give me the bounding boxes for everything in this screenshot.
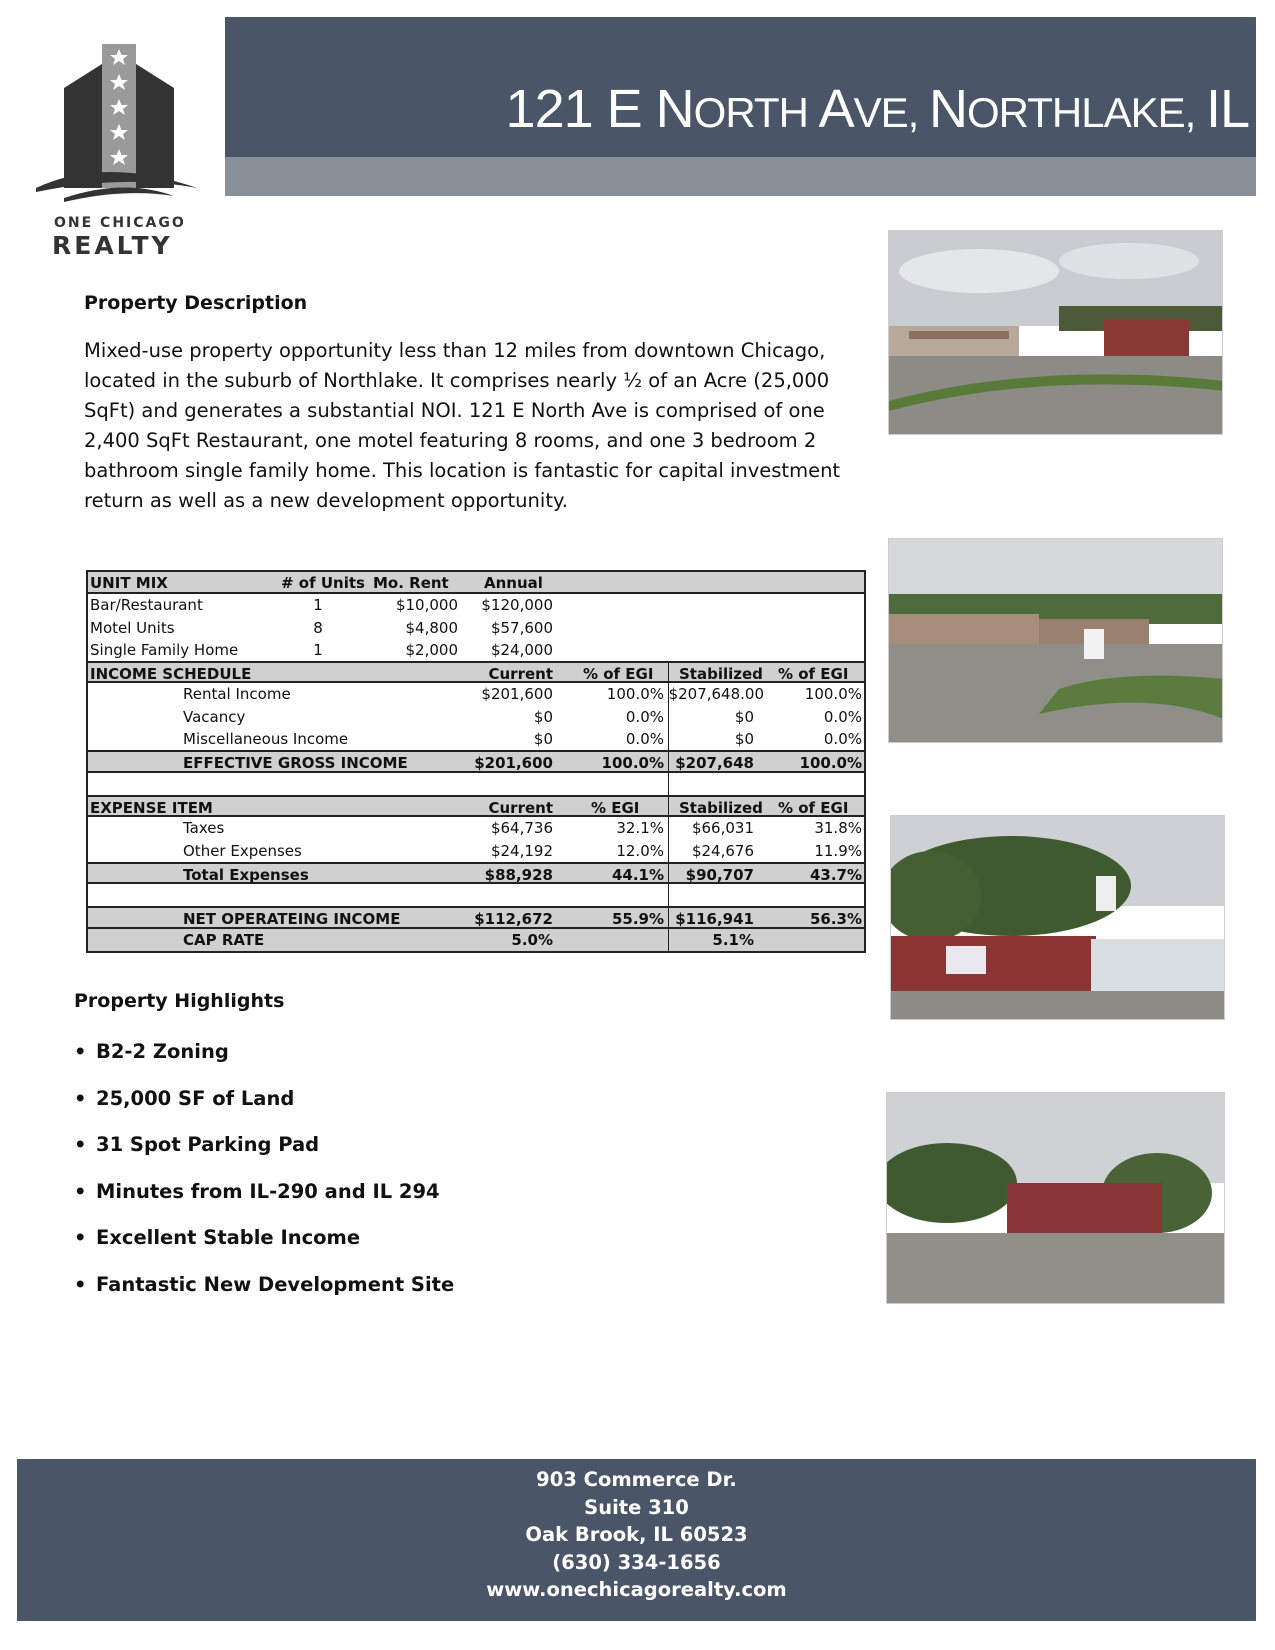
blank-row xyxy=(88,773,864,795)
financial-summary-table xyxy=(86,570,866,953)
table-row: Vacancy $0 0.0% $0 0.0% xyxy=(88,706,864,728)
effective-gross-income-row: EFFECTIVE GROSS INCOME $201,600 100.0% $207,648 100.0% xyxy=(88,750,864,772)
phone-number: (630) 334-1656 xyxy=(552,1550,721,1574)
table-row: Miscellaneous Income $0 0.0% $0 0.0% xyxy=(88,728,864,750)
property-photo-3 xyxy=(890,815,1225,1020)
expense-header-row: EXPENSE ITEM Current % EGI Stabilized % of EGI xyxy=(88,795,864,817)
bullet-icon: • xyxy=(74,1086,87,1110)
cap-rate-row: CAP RATE 5.0% 5.1% xyxy=(88,929,864,951)
blank-row xyxy=(88,884,864,906)
list-item: • Minutes from IL-290 and IL 294 xyxy=(74,1179,440,1203)
bullet-icon: • xyxy=(74,1272,87,1296)
bullet-icon: • xyxy=(74,1040,87,1063)
property-photo-2 xyxy=(888,538,1223,743)
list-item: • Excellent Stable Income xyxy=(74,1226,361,1249)
logo-line2: REALTY xyxy=(52,231,173,260)
table-row: Motel Units 8 $4,800 $57,600 xyxy=(90,618,553,637)
total-expenses-row: Total Expenses $88,928 44.1% $90,707 43.7% xyxy=(88,862,864,884)
list-item: • 31 Spot Parking Pad xyxy=(74,1133,320,1156)
bullet-icon: • xyxy=(74,1179,87,1203)
address-suite: Suite 310 xyxy=(584,1495,689,1519)
table-row: Bar/Restaurant 1 $10,000 $120,000 xyxy=(90,596,553,615)
units-column-header: # of Units xyxy=(281,574,365,592)
contact-footer xyxy=(17,1459,1256,1621)
expense-item-heading: EXPENSE ITEM xyxy=(90,798,213,817)
property-address-title: 121 E NORTH AVE, NORTHLAKE, IL xyxy=(505,79,1249,139)
logo-line1: ONE CHICAGO xyxy=(54,215,186,231)
income-schedule-heading: INCOME SCHEDULE xyxy=(90,665,252,684)
building-logo-icon xyxy=(34,38,214,208)
net-operating-income-row: NET OPERATEING INCOME $112,672 55.9% $116,941 56.3% xyxy=(88,906,864,928)
annual-column-header: Annual xyxy=(484,574,543,592)
title-underband xyxy=(225,157,1256,196)
property-highlights-heading: Property Highlights xyxy=(74,990,285,1012)
property-photo-1 xyxy=(888,230,1223,435)
list-item: • 25,000 SF of Land xyxy=(74,1086,295,1110)
unit-mix-heading: UNIT MIX xyxy=(90,574,168,592)
income-header-row: INCOME SCHEDULE Current % of EGI Stabilized % of EGI xyxy=(88,661,864,683)
table-row: Other Expenses $24,192 12.0% $24,676 11.9% xyxy=(88,840,864,862)
table-row: Single Family Home 1 $2,000 $24,000 xyxy=(90,640,553,659)
website-link[interactable]: www.onechicagorealty.com xyxy=(486,1578,787,1601)
mo-rent-column-header: Mo. Rent xyxy=(373,574,449,592)
list-item: • B2-2 Zoning xyxy=(74,1040,229,1063)
table-row: Taxes $64,736 32.1% $66,031 31.8% xyxy=(88,817,864,839)
bullet-icon: • xyxy=(74,1226,87,1249)
property-description-text: Mixed-use property opportunity less than 12 miles from downtown Chicago, located in the suburb of Northlake. It comprises nearly ½ of an Acre (25,000 SqFt) and generates a substantial NOI. 121 E North Ave is comprised of one 2,400 SqFt Restaurant, one motel featuring 8 rooms, and one 3 bedroom 2 bathroom single family home. This location is fantastic for capital investment return as well as a new development opportunity. xyxy=(84,339,841,512)
list-item: • Fantastic New Development Site xyxy=(74,1272,455,1296)
bullet-icon: • xyxy=(74,1133,87,1156)
property-photo-4 xyxy=(886,1092,1225,1304)
unit-mix-header-row xyxy=(88,572,864,594)
property-description-heading: Property Description xyxy=(84,292,308,314)
address-city: Oak Brook, IL 60523 xyxy=(525,1523,748,1546)
highlights-list xyxy=(74,1040,454,1319)
table-row: Rental Income $201,600 100.0% $207,648.00 100.0% xyxy=(88,683,864,705)
address-street: 903 Commerce Dr. xyxy=(536,1468,737,1491)
